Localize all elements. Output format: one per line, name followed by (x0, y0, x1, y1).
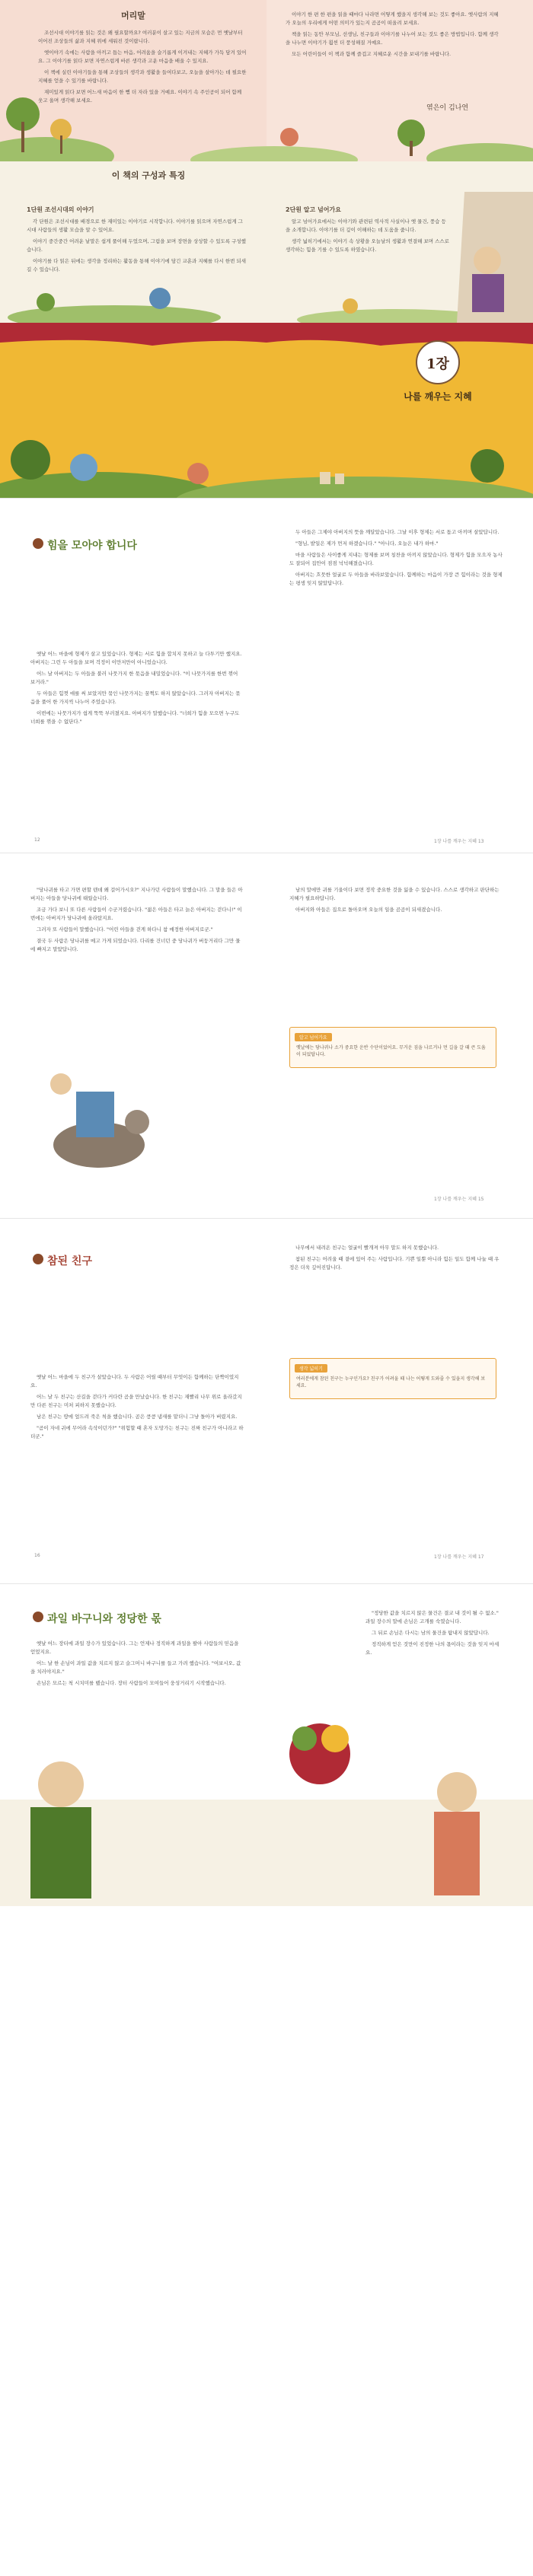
page-number-left: 12 (34, 837, 40, 843)
paragraph: 그러자 또 사람들이 말했습니다. "어린 아들을 걷게 하다니 참 매정한 아버지로군." (37, 926, 213, 933)
paragraph: 옛날 어느 마을에 두 친구가 살았습니다. 두 사람은 어릴 때부터 무엇이든 함께하는 단짝이었지요. (30, 1374, 239, 1388)
story-left-column (30, 1373, 244, 1444)
info-box-text: 옛날에는 당나귀나 소가 중요한 운반 수단이었어요. 무거운 짐을 나르거나 먼 길을 갈 때 큰 도움이 되었답니다. (296, 1045, 486, 1057)
structure-title: 이 책의 구성과 특징 (111, 171, 186, 180)
character-icon (434, 1812, 480, 1895)
paragraph: 손님은 모르는 척 시치미를 뗐습니다. 장터 사람들이 모여들어 웅성거리기 시작했습니다. (37, 1680, 226, 1686)
story-spread-1 (0, 513, 533, 848)
bush-icon (37, 293, 55, 311)
bush-icon (343, 298, 358, 314)
fruit-icon (321, 1725, 349, 1752)
paragraph: 남은 친구는 땅에 엎드려 죽은 척을 했습니다. 곰은 킁킁 냄새를 맡더니 그냥 돌아가 버렸지요. (37, 1414, 238, 1420)
story-spread-2 (0, 871, 533, 1206)
story-spread-3 (0, 1229, 533, 1564)
paragraph: 마을 사람들은 사이좋게 지내는 형제를 보며 칭찬을 아끼지 않았습니다. 형제가 힘을 모으자 농사도 잘되어 집안이 점점 넉넉해졌습니다. (289, 552, 503, 566)
story-left-column (30, 1640, 244, 1691)
page-number-right: 1장 나를 깨우는 지혜 17 (434, 1554, 484, 1560)
section-title: 힘을 모아야 합니다 (47, 540, 137, 552)
story-left-column (30, 886, 244, 957)
paragraph: 모든 어린이들이 이 책과 함께 즐겁고 지혜로운 시간을 보내기를 바랍니다. (292, 51, 452, 57)
page-number-left: 16 (34, 1553, 40, 1558)
preface-spread (0, 0, 533, 161)
paragraph: "정당한 값을 치르지 않은 물건은 결코 내 것이 될 수 없소." 과일 장수의 말에 손님은 고개를 숙였습니다. (365, 1610, 499, 1624)
paragraph: 옛날 어느 마을에 형제가 살고 있었습니다. 형제는 서로 힘을 합치지 못하고 늘 다투기만 했지요. 아버지는 그런 두 아들을 보며 걱정이 이만저만이 아니었습니다. (30, 651, 242, 665)
cargo-icon (76, 1092, 114, 1137)
paragraph: "곰이 자네 귀에 무어라 속삭이던가?" "위험할 때 혼자 도망가는 친구는 진짜 친구가 아니라고 하더군." (30, 1425, 244, 1439)
info-box-tag: 알고 넘어가요 (295, 1033, 332, 1041)
page-gap (0, 1218, 533, 1219)
think-box-tag: 생각 넓히기 (295, 1364, 327, 1372)
paragraph: 조금 가다 보니 또 다른 사람들이 수군거렸습니다. "젊은 아들은 타고 늙은 아버지는 걷다니!" 이번에는 아버지가 당나귀에 올라탔지요. (30, 907, 242, 921)
page-number-right: 1장 나를 깨우는 지혜 13 (434, 839, 484, 844)
paragraph: 아버지는 흐뭇한 얼굴로 두 아들을 바라보았습니다. 함께하는 마음이 가장 큰 힘이라는 것을 형제는 평생 잊지 않았답니다. (289, 572, 503, 586)
paragraph: 정직하게 얻은 것만이 진정한 나의 몫이라는 것을 잊지 마세요. (365, 1641, 499, 1656)
preface-right-column (286, 11, 503, 62)
tree-icon (187, 463, 209, 484)
house-icon (320, 472, 330, 484)
think-box-text: 여러분에게 참된 친구는 누구인가요? 친구가 어려울 때 나는 어떻게 도와줄 수 있을지 생각해 보세요. (296, 1376, 486, 1388)
story-right-column (289, 1244, 503, 1275)
character-icon (50, 1073, 72, 1095)
story-spread-4 (0, 1586, 533, 2530)
donkey-illustration (30, 1031, 168, 1183)
tree-icon (471, 449, 504, 483)
preface-left-column (38, 29, 247, 108)
paragraph: 이번에는 나뭇가지가 쉽게 뚝뚝 부러졌지요. 아버지가 말했습니다. "너희가 힘을 모으면 누구도 너희를 꺾을 수 없단다." (30, 710, 240, 725)
paragraph: 재미있게 읽다 보면 어느새 마음이 한 뼘 더 자라 있을 거예요. 이야기 속 주인공이 되어 함께 웃고 울며 생각해 보세요. (38, 89, 242, 104)
paragraph: 어느 날 아버지는 두 아들을 불러 나뭇가지 한 묶음을 내밀었습니다. "이 나뭇가지를 한번 꺾어 보거라." (30, 671, 238, 685)
paragraph: 두 아들은 힘껏 애를 써 보았지만 묶인 나뭇가지는 꿈쩍도 하지 않았습니다. 그러자 아버지는 묶음을 풀어 한 가지씩 나누어 주었습니다. (30, 690, 241, 705)
story-left-column (30, 650, 244, 729)
story-right-column (365, 1609, 503, 1660)
character-icon (474, 247, 501, 274)
paragraph: 어느 날 두 친구는 산길을 걷다가 커다란 곰을 만났습니다. 한 친구는 재빨리 나무 위로 올라갔지만 다른 친구는 미처 피하지 못했습니다. (30, 1394, 242, 1408)
paragraph: 옛이야기 속에는 사람을 아끼고 돕는 마음, 어려움을 슬기롭게 이겨내는 지혜가 가득 담겨 있어요. 그 이야기를 읽다 보면 자연스럽게 바른 생각과 고운 마음을 배울 수 있지요. (38, 49, 247, 64)
page-gap (0, 498, 533, 499)
tree-icon (11, 440, 50, 480)
paragraph: 참된 친구는 어려울 때 곁에 있어 주는 사람입니다. 기쁜 일뿐 아니라 힘든 일도 함께 나눌 때 우정은 더욱 깊어진답니다. (289, 1256, 499, 1270)
chapter-title: 나를 깨우는 지혜 (404, 391, 472, 402)
section-title: 참된 친구 (47, 1255, 92, 1267)
chapter-opener (0, 323, 533, 498)
preface-title: 머리말 (121, 11, 145, 21)
signature: 엮은이 김나연 (426, 104, 469, 112)
section-title: 과일 바구니와 정당한 몫 (47, 1613, 161, 1625)
paragraph: 나무에서 내려온 친구는 얼굴이 빨개져 아무 말도 하지 못했습니다. (295, 1245, 439, 1251)
paragraph: 각 단원은 조선시대를 배경으로 한 재미있는 이야기로 시작합니다. 이야기를 읽으며 자연스럽게 그 시대 사람들의 생활 모습을 알 수 있어요. (27, 218, 243, 233)
structure-right-heading: 2단원 알고 넘어가요 (286, 206, 341, 213)
paragraph: 어느 날 한 손님이 과일 값을 치르지 않고 슬그머니 바구니를 들고 가려 했습니다. "여보시오, 값을 치러야지요." (30, 1660, 241, 1675)
paragraph: 조선시대 이야기를 읽는 것은 왜 필요할까요? 여러분이 살고 있는 지금의 모습은 먼 옛날부터 이어진 조상들의 삶과 지혜 위에 세워진 것이랍니다. (38, 30, 243, 44)
paragraph: "당나귀를 타고 가면 편할 텐데 왜 걸어가시오?" 지나가던 사람들이 말했습니다. 그 말을 들은 아버지는 아들을 당나귀에 태웠습니다. (30, 887, 243, 901)
paragraph: 이야기 중간중간 어려운 낱말은 쉽게 풀이해 두었으며, 그림을 보며 장면을 상상할 수 있도록 구성했습니다. (27, 238, 247, 253)
paragraph: 이 책에 실린 이야기들을 통해 조상들의 생각과 생활을 들여다보고, 오늘을 살아가는 데 필요한 지혜를 얻을 수 있기를 바랍니다. (38, 69, 247, 84)
chapter-number: 1장 (426, 356, 449, 372)
paragraph: 이야기를 다 읽은 뒤에는 생각을 정리하는 활동을 통해 이야기에 담긴 교훈과 지혜를 다시 한번 되새길 수 있습니다. (27, 258, 247, 273)
story-right-column (289, 528, 503, 591)
donkey-icon (125, 1110, 149, 1134)
tree-icon (70, 454, 97, 481)
structure-spread (0, 161, 533, 323)
paragraph: "형님, 밭일은 제가 먼저 하겠습니다." "아니다, 오늘은 내가 하마." (295, 540, 439, 547)
paragraph: 두 아들은 그제야 아버지의 뜻을 깨달았습니다. 그날 이후 형제는 서로 돕고 아끼며 살았답니다. (295, 529, 499, 535)
character-icon (38, 1761, 84, 1807)
paragraph: 결국 두 사람은 당나귀를 메고 가게 되었습니다. 다리를 건너던 중 당나귀가 버둥거리다 그만 물에 빠지고 말았답니다. (30, 938, 241, 952)
structure-right-column (286, 218, 449, 257)
paragraph: 옛날 어느 장터에 과일 장수가 있었습니다. 그는 언제나 정직하게 과일을 팔아 사람들의 믿음을 얻었지요. (30, 1640, 239, 1655)
character-icon (30, 1807, 91, 1899)
paragraph: 책을 읽는 동안 부모님, 선생님, 친구들과 이야기를 나누어 보는 것도 좋은 방법입니다. 함께 생각을 나누면 이야기가 훨씬 더 풍성해질 거예요. (286, 31, 499, 46)
paragraph: 이야기 한 편 한 편을 읽을 때마다 나라면 어떻게 했을지 생각해 보는 것도 좋아요. 옛사람의 지혜가 오늘의 우리에게 어떤 의미가 있는지 곰곰이 떠올려 보세요. (286, 11, 499, 26)
paragraph: 그 뒤로 손님은 다시는 남의 물건을 탐내지 않았답니다. (372, 1630, 490, 1636)
info-box (289, 1027, 496, 1068)
bush-icon (280, 128, 298, 146)
story-right-column (289, 886, 503, 917)
market-illustration (0, 1708, 533, 1906)
structure-left-heading: 1단원 조선시대의 이야기 (27, 206, 94, 213)
character-icon (437, 1772, 477, 1812)
think-box (289, 1358, 496, 1399)
house-icon (335, 473, 344, 484)
fruit-icon (292, 1726, 317, 1751)
structure-left-column (27, 218, 247, 277)
page-number-right: 1장 나를 깨우는 지혜 15 (434, 1197, 484, 1202)
paragraph: 남의 말에만 귀를 기울이다 보면 정작 중요한 것을 잃을 수 있습니다. 스스로 생각하고 판단하는 지혜가 필요하답니다. (289, 887, 499, 901)
character-icon (149, 288, 171, 309)
chapter-background (0, 323, 533, 498)
character-icon (472, 274, 504, 312)
paragraph: 생각 넓히기에서는 이야기 속 상황을 오늘날의 생활과 연결해 보며 스스로 생각하는 힘을 기를 수 있도록 하였습니다. (286, 238, 449, 253)
paragraph: 아버지와 아들은 집으로 돌아오며 오늘의 일을 곰곰이 되새겼습니다. (295, 907, 442, 913)
paragraph: 알고 넘어가요에서는 이야기와 관련된 역사적 사실이나 옛 물건, 풍습 등을 소개합니다. 이야기를 더 깊이 이해하는 데 도움을 줍니다. (286, 218, 446, 233)
page-gap (0, 1583, 533, 1584)
